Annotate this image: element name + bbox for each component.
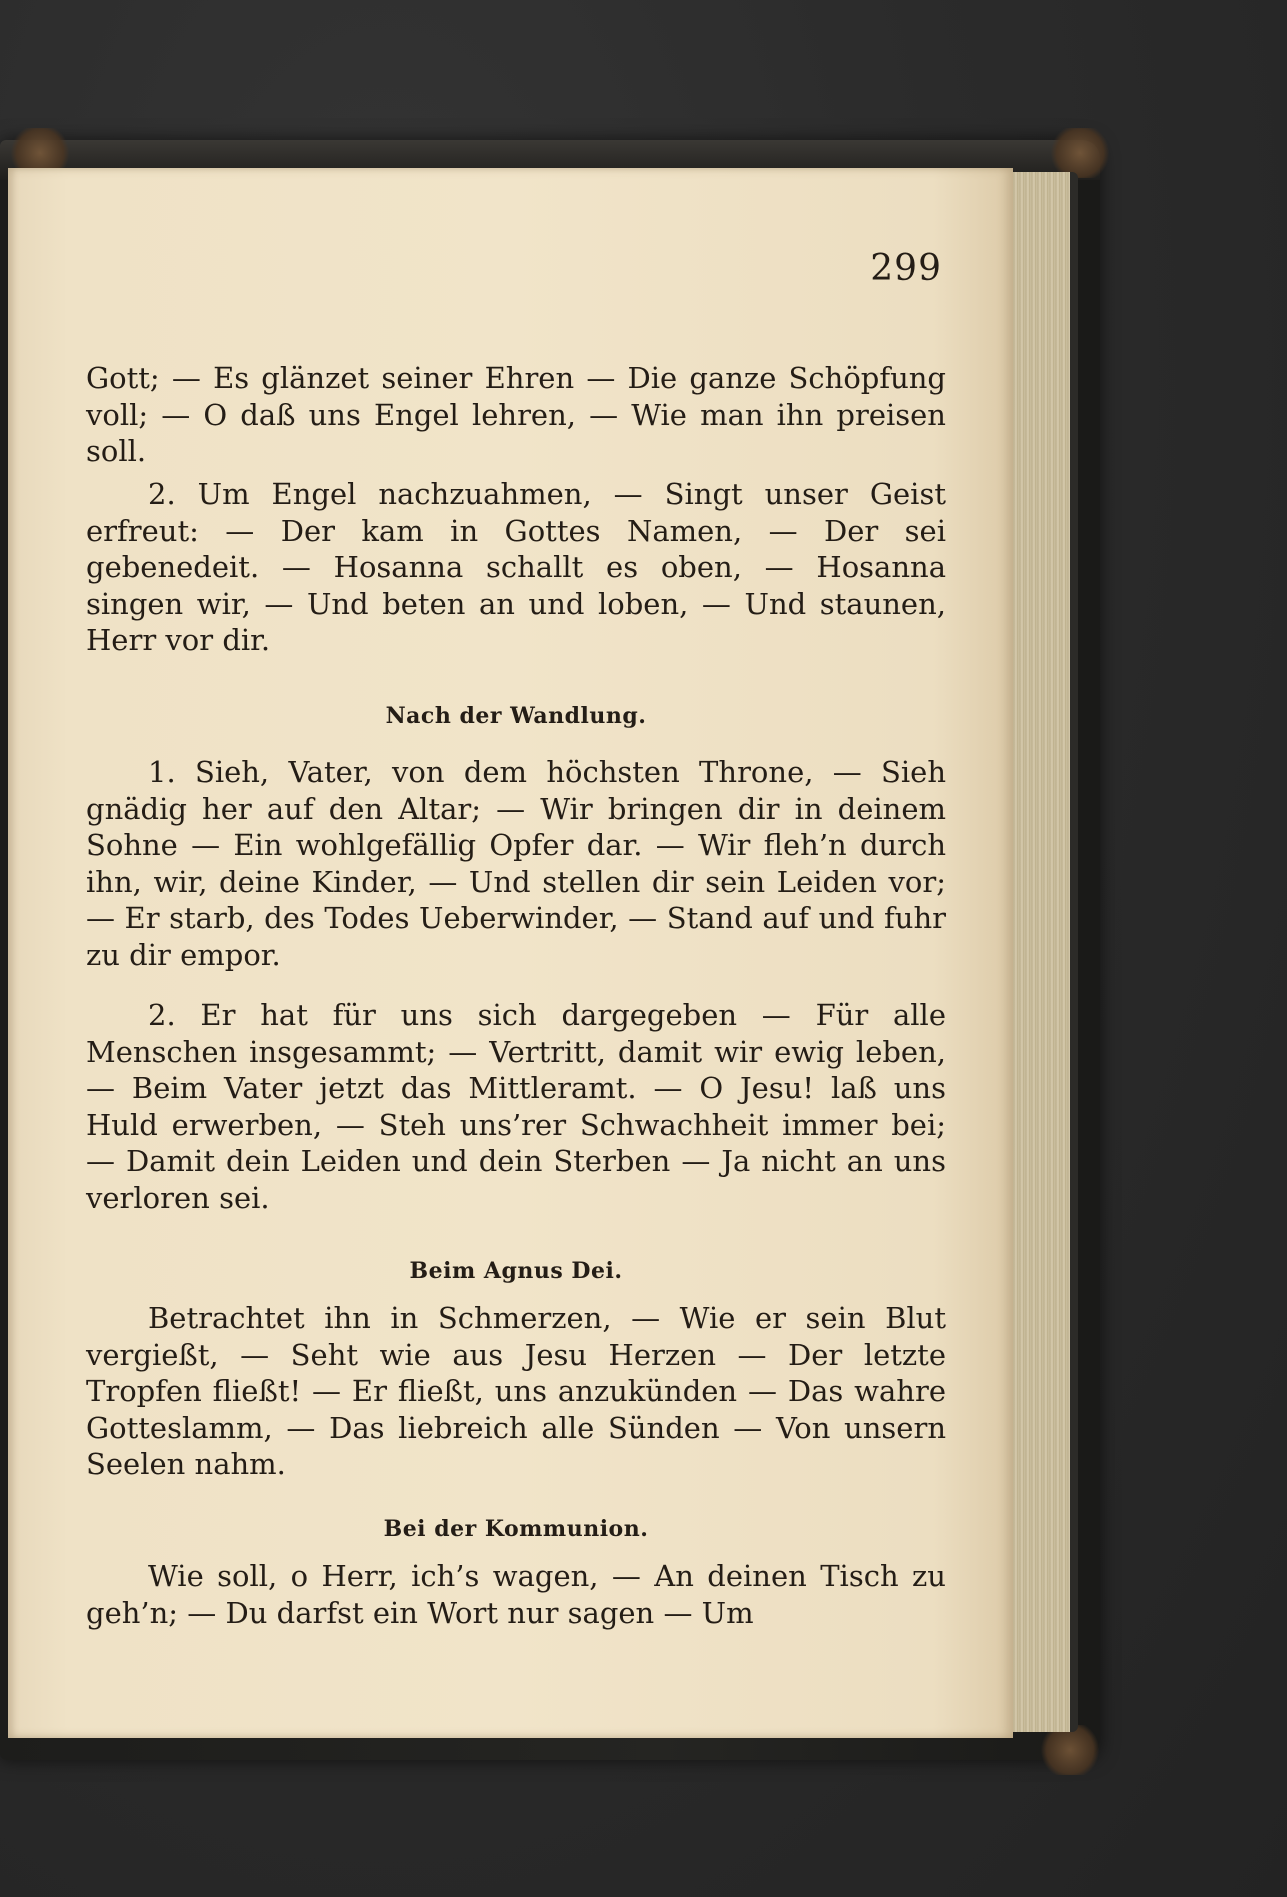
paragraph: 2. Er hat für uns sich dargegeben — Für alle Menschen insgesammt; — Vertritt, damit wir ewig leben, — Beim Vater jetzt das Mittleramt. — O Jesu! laß uns Huld erwerben, — Steh uns’rer Schwachheit immer bei; — Damit dein Leiden und dein Sterben — Ja nicht an uns verloren sei. <box>86 998 946 1215</box>
book-page <box>8 168 1013 1738</box>
text-block-intro <box>86 360 946 470</box>
paragraph: Wie soll, o Herr, ich’s wagen, — An deinen Tisch zu geh’n; — Du darfst ein Wort nur sagen — Um <box>86 1559 946 1630</box>
paragraph: 1. Sieh, Vater, von dem höchsten Throne, — Sieh gnädig her auf den Altar; — Wir bringen dir in deinem Sohne — Ein wohlgefällig Opfer dar. — Wir fleh’n durch ihn, wir, deine Kinder, — Und stellen dir sein Leiden vor; — Er starb, des Todes Ueberwinder, — Stand auf und fuhr zu dir empor. <box>86 755 946 972</box>
section-heading: Nach der Wandlung. <box>385 703 647 729</box>
text-block-kommunion <box>86 1558 946 1631</box>
text-block-agnus-dei <box>86 1300 946 1483</box>
paragraph: 2. Um Engel nachzuahmen, — Singt unser Geist erfreut: — Der kam in Gottes Namen, — Der sei gebenedeit. — Hosanna schallt es oben, — Hosanna singen wir, — Und beten an und loben, — Und staunen, Herr vor dir. <box>86 477 946 657</box>
paragraph: Gott; — Es glänzet seiner Ehren — Die ganze Schöpfung voll; — O daß uns Engel lehren, — Wie man ihn preisen soll. <box>86 361 946 468</box>
section-heading: Bei der Kommunion. <box>383 1516 649 1542</box>
page-number: 299 <box>870 248 942 289</box>
paragraph: Betrachtet ihn in Schmerzen, — Wie er sein Blut vergießt, — Seht wie aus Jesu Herzen — Der letzte Tropfen fließt! — Er fließt, uns anzukünden — Das wahre Gotteslamm, — Das liebreich alle Sünden — Von unsern Seelen nahm. <box>86 1301 946 1481</box>
text-block-wandlung-2 <box>86 997 946 1216</box>
section-heading: Beim Agnus Dei. <box>409 1258 623 1284</box>
worn-corner-bottom-right <box>1040 1725 1100 1775</box>
text-block-verse-2 <box>86 476 946 659</box>
text-block-wandlung-1 <box>86 754 946 973</box>
worn-corner-top-right <box>1050 128 1110 178</box>
